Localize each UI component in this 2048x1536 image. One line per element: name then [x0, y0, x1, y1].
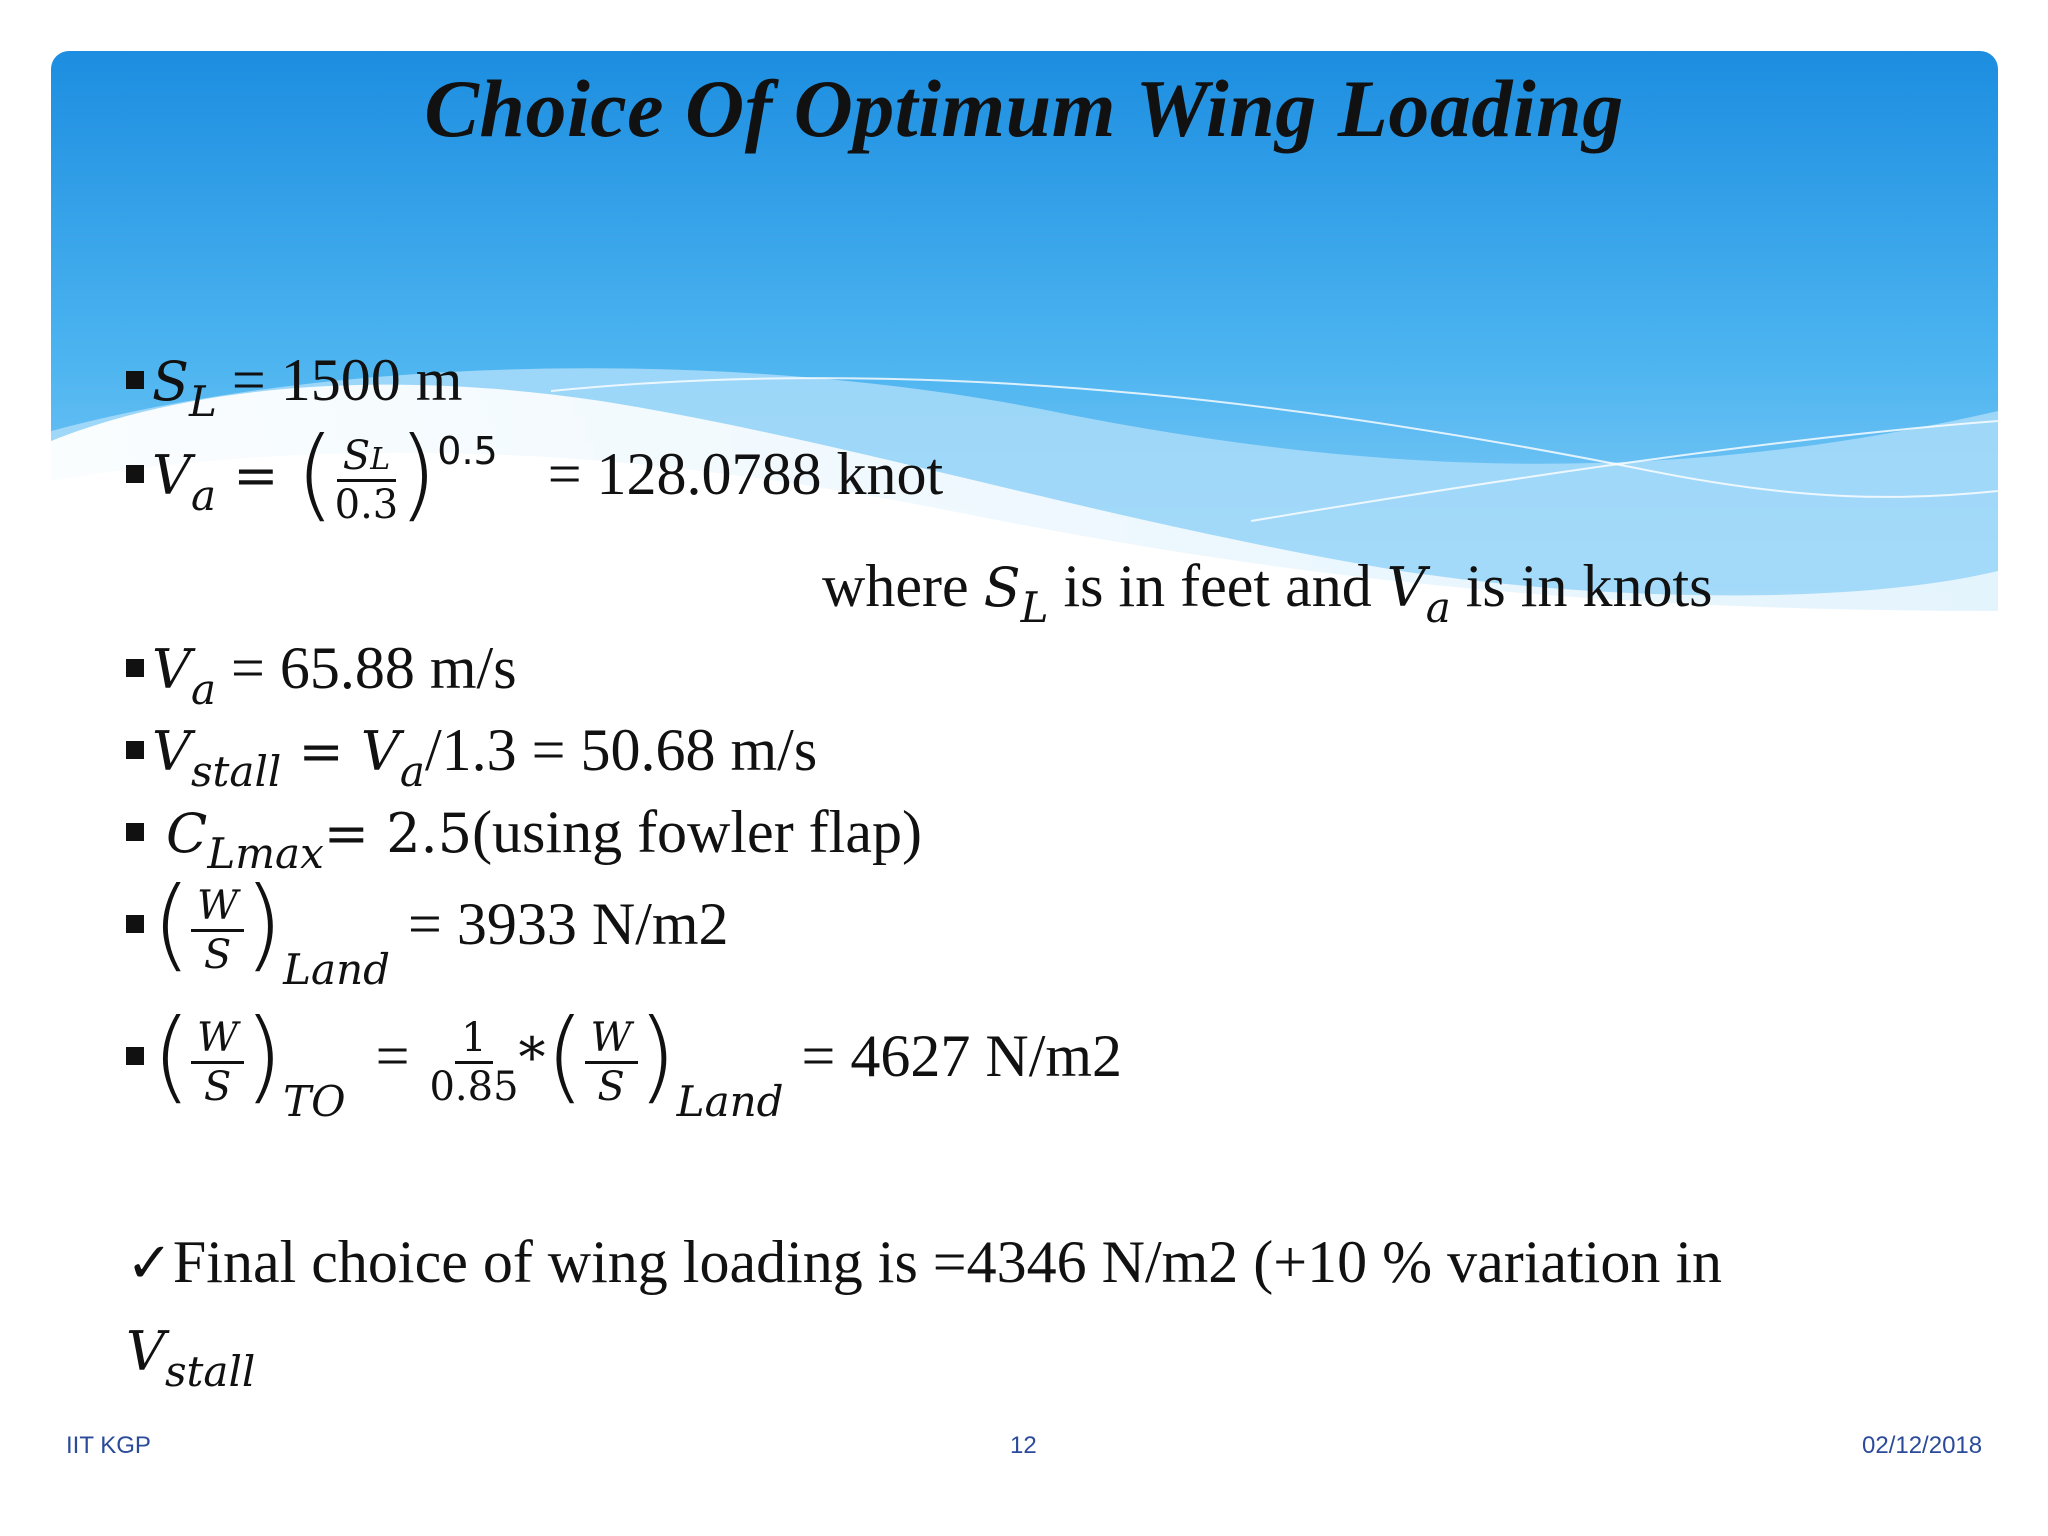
square-bullet-icon [126, 659, 144, 677]
wing-loading-takeoff-value: = 4627 N/m2 [801, 1022, 1123, 1089]
fraction-numerator: W [191, 885, 244, 932]
symbol-v: V [126, 1320, 165, 1383]
left-paren: ( [295, 415, 335, 532]
symbol-v: V [152, 720, 191, 783]
footer-page-number: 12 [1010, 1432, 1037, 1459]
final-choice-continued [126, 1320, 256, 1396]
subscript-land: Land [676, 1076, 784, 1126]
right-paren: ) [398, 415, 438, 532]
subscript-l: L [1020, 583, 1049, 632]
fraction-numerator: S [342, 432, 371, 479]
square-bullet-icon [126, 741, 144, 759]
subscript-stall: stall [191, 747, 282, 796]
subscript-to: TO [283, 1076, 346, 1126]
times-sign: * [518, 1025, 546, 1089]
square-bullet-icon [126, 465, 144, 483]
subscript-a: a [191, 470, 217, 520]
fraction-numerator-sub: L [370, 441, 391, 477]
stall-speed-value: /1.3 = 50.68 m/s [424, 717, 818, 783]
fraction-denominator: 0.3 [334, 481, 399, 528]
fraction-denominator: S [203, 1063, 232, 1110]
square-bullet-icon [126, 1047, 144, 1065]
subscript-a: a [1425, 583, 1451, 632]
fraction-w-over-s [191, 882, 244, 978]
right-paren: ) [244, 997, 284, 1114]
symbol-v: V [1386, 556, 1426, 619]
equals-sign: = [216, 443, 296, 507]
fraction-w-over-s [191, 1014, 244, 1110]
fraction-denominator: S [597, 1063, 625, 1110]
subscript-l: L [189, 377, 217, 426]
approach-speed-value: = 65.88 m/s [216, 635, 517, 701]
exponent: 0.5 [437, 428, 498, 473]
left-paren: ( [152, 997, 192, 1114]
wing-loading-land-value: = 3933 N/m2 [408, 890, 729, 957]
bullet-landing-distance [126, 347, 463, 426]
square-bullet-icon [126, 823, 144, 841]
fraction-1-over-0.85 [429, 1014, 519, 1110]
where-text: where [822, 553, 984, 619]
bullet-approach-speed-formula [126, 415, 944, 532]
footer-date: 02/12/2018 [1862, 1432, 1983, 1459]
subscript-lmax: Lmax [207, 829, 324, 878]
checkmark-icon: ✓ [126, 1231, 173, 1296]
subscript-a: a [191, 665, 217, 714]
subscript-stall: stall [165, 1347, 256, 1396]
subscript-land: Land [283, 944, 391, 994]
fraction-numerator: W [191, 1017, 244, 1064]
bullet-wing-loading-takeoff [126, 997, 1123, 1126]
approach-speed-knots: = 128.0788 knot [547, 440, 944, 507]
equals-sign: = [281, 720, 361, 783]
bullet-stall-speed [126, 717, 818, 796]
right-paren: ) [637, 997, 677, 1114]
bullet-approach-speed-ms [126, 635, 517, 714]
fraction-denominator: S [203, 931, 232, 978]
fraction-numerator: 1 [455, 1017, 492, 1064]
left-paren: ( [152, 865, 192, 982]
square-bullet-icon [126, 371, 144, 389]
clmax-value: = 2.5 [323, 802, 473, 865]
fowler-flap-note: (using fowler flap) [472, 799, 922, 865]
fraction-sl-over-0.3 [334, 432, 399, 528]
bullet-wing-loading-land [126, 865, 729, 994]
final-choice-text: Final choice of wing loading is =4346 N/m2 (+10 % variation in [172, 1229, 1723, 1295]
units-note [822, 553, 1713, 632]
left-paren: ( [545, 997, 585, 1114]
symbol-v: V [152, 638, 191, 701]
symbol-v: V [360, 720, 400, 783]
symbol-c: C [166, 802, 208, 865]
final-choice [126, 1229, 1723, 1296]
footer-institution: IIT KGP [66, 1432, 151, 1459]
equals-sign: = [375, 1022, 410, 1089]
symbol-s: S [983, 556, 1021, 619]
subscript-a: a [399, 747, 425, 796]
fraction-w-over-s [585, 1014, 638, 1110]
slide-title: Choice Of Optimum Wing Loading [424, 63, 1624, 154]
feet-text: is in feet and [1048, 553, 1387, 619]
symbol-s: S [152, 350, 189, 413]
fraction-denominator: 0.85 [429, 1063, 519, 1110]
landing-distance-value: = 1500 m [216, 347, 463, 413]
square-bullet-icon [126, 915, 144, 933]
symbol-v: V [152, 443, 191, 507]
knots-text: is in knots [1450, 553, 1713, 619]
fraction-numerator: W [585, 1017, 638, 1064]
right-paren: ) [244, 865, 284, 982]
bullet-clmax [126, 799, 922, 878]
